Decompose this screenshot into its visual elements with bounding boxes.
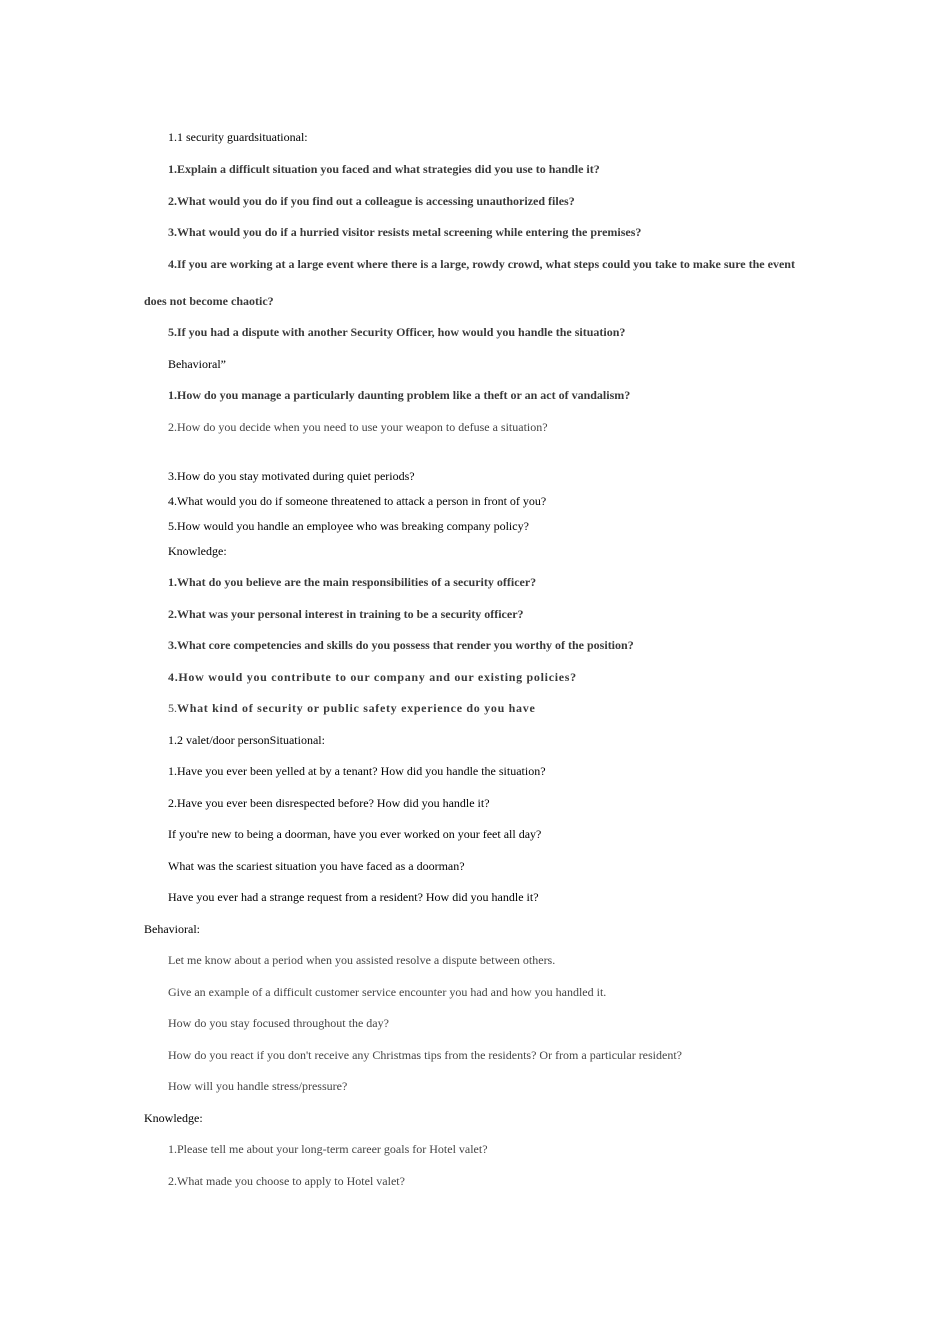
security-behavioral-q5: 5.How would you handle an employee who was breaking company policy?	[168, 519, 529, 533]
valet-behavioral-q2: Give an example of a difficult customer service encounter you had and how you handled it.	[168, 985, 607, 999]
subheading-knowledge: Knowledge:	[168, 544, 227, 558]
security-situational-q5: 5.If you had a dispute with another Security Officer, how would you handle the situation?	[168, 325, 626, 339]
security-situational-q4: 4.If you are working at a large event where there is a large, rowdy crowd, what steps could you take to make sure the event	[168, 257, 795, 271]
valet-behavioral-q5: How will you handle stress/pressure?	[168, 1079, 348, 1093]
security-behavioral-q1: 1.How do you manage a particularly daunting problem like a theft or an act of vandalism?	[168, 388, 631, 402]
section-heading-security: 1.1 security guardsituational:	[168, 130, 308, 144]
subheading-valet-knowledge: Knowledge:	[144, 1111, 203, 1125]
security-situational-q1: 1.Explain a difficult situation you faced and what strategies did you use to handle it?	[168, 162, 600, 176]
security-behavioral-q3: 3.How do you stay motivated during quiet periods?	[168, 469, 415, 483]
subheading-valet-behavioral: Behavioral:	[144, 922, 200, 936]
valet-behavioral-q4: How do you react if you don't receive any Christmas tips from the residents? Or from a particular resident?	[168, 1048, 683, 1062]
security-knowledge-q4: 4.How would you contribute to our company and our existing policies?	[168, 670, 577, 684]
valet-situational-q1: 1.Have you ever been yelled at by a tenant? How did you handle the situation?	[168, 764, 546, 778]
section-heading-valet: 1.2 valet/door personSituational:	[168, 733, 325, 747]
valet-situational-q5: Have you ever had a strange request from a resident? How did you handle it?	[168, 890, 539, 904]
security-knowledge-q2: 2.What was your personal interest in training to be a security officer?	[168, 607, 524, 621]
security-knowledge-q3: 3.What core competencies and skills do you possess that render you worthy of the position?	[168, 638, 634, 652]
valet-knowledge-q2: 2.What made you choose to apply to Hotel valet?	[168, 1174, 405, 1188]
valet-behavioral-q3: How do you stay focused throughout the day?	[168, 1016, 389, 1030]
security-situational-q4-continued: does not become chaotic?	[144, 294, 274, 308]
security-situational-q3: 3.What would you do if a hurried visitor resists metal screening while entering the premises?	[168, 225, 642, 239]
valet-behavioral-q1: Let me know about a period when you assisted resolve a dispute between others.	[168, 953, 556, 967]
valet-situational-q3: If you're new to being a doorman, have you ever worked on your feet all day?	[168, 827, 542, 841]
security-knowledge-q1: 1.What do you believe are the main responsibilities of a security officer?	[168, 575, 537, 589]
valet-situational-q2: 2.Have you ever been disrespected before? How did you handle it?	[168, 796, 490, 810]
security-situational-q2: 2.What would you do if you find out a colleague is accessing unauthorized files?	[168, 194, 575, 208]
security-behavioral-q2: 2.How do you decide when you need to use your weapon to defuse a situation?	[168, 420, 548, 434]
question-text: What kind of security or public safety experience do you have	[177, 701, 536, 715]
question-number: 5.	[168, 701, 177, 715]
valet-situational-q4: What was the scariest situation you have faced as a doorman?	[168, 859, 465, 873]
subheading-behavioral: Behavioral”	[168, 357, 226, 371]
valet-knowledge-q1: 1.Please tell me about your long-term career goals for Hotel valet?	[168, 1142, 488, 1156]
security-knowledge-q5	[168, 701, 535, 716]
security-behavioral-q4: 4.What would you do if someone threatened to attack a person in front of you?	[168, 494, 547, 508]
